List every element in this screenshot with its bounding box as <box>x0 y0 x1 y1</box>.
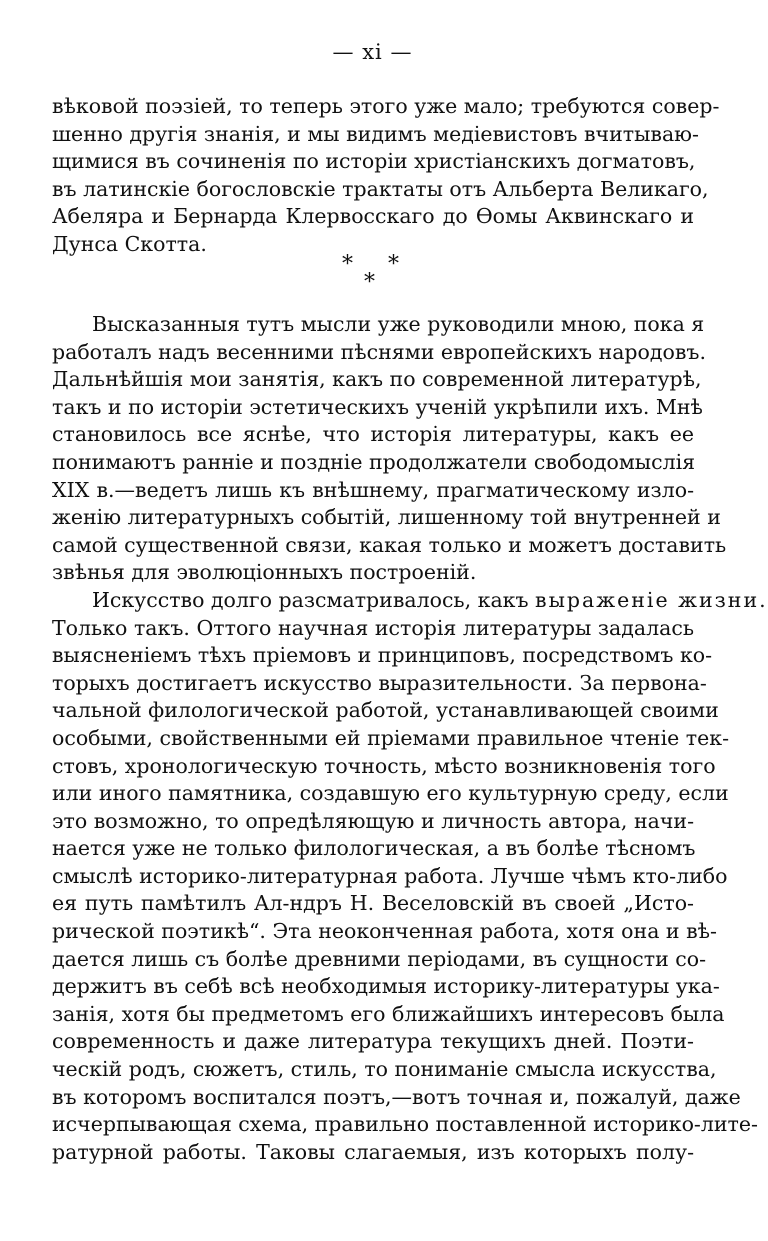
text-run: Искусство долго разсматривалось, какъ <box>92 587 536 612</box>
text-line: Только такъ. Оттого научная исторія литературы задалась <box>52 615 694 640</box>
paragraph-first-line <box>52 587 768 615</box>
text-line: понимаютъ ранніе и поздніе продолжатели свободомыслія <box>52 449 696 474</box>
page-number-header: — xi — <box>332 40 413 64</box>
text-line: шенно другія знанія, и мы видимъ медіевистовъ вчитываю- <box>52 121 699 146</box>
section-divider-asterism <box>0 252 745 295</box>
text-line: ческій родъ, сюжетъ, стиль, то пониманіе смысла искусства, <box>52 1057 717 1082</box>
text-line: нается уже не только филологическая, а въ болѣе тѣсномъ <box>52 836 696 861</box>
text-line: или иного памятника, создавшую его культурную среду, если <box>52 781 729 806</box>
text-line: исчерпывающая схема, правильно поставленной историко-лите- <box>52 1112 758 1137</box>
text-line: выясненіемъ тѣхъ пріемовъ и принциповъ, посредствомъ ко- <box>52 643 713 668</box>
text-line: ратурной работы. Таковы слагаемыя, изъ которыхъ полу- <box>52 1139 694 1164</box>
text-line: вѣковой поэзіей, то теперь этого уже мало; требуются совер- <box>52 94 720 118</box>
text-line: чальной филологической работой, устанавливающей своими <box>52 698 719 723</box>
text-line: смыслѣ историко-литературная работа. Лучше чѣмъ кто-либо <box>52 863 728 888</box>
asterisk-icon: * <box>342 252 353 277</box>
text-line: работалъ надъ весенними пѣснями европейскихъ народовъ. <box>52 339 706 364</box>
text-line: Дальнѣйшія мои занятія, какъ по современной литературѣ, <box>52 367 702 392</box>
text-line: Дунса Скотта. <box>52 231 207 256</box>
paragraph-first-line: Высказанныя тутъ мысли уже руководили мною, пока я <box>92 312 705 336</box>
emphasized-phrase: выраженіе жизни. <box>535 587 768 612</box>
text-line: стовъ, хронологическую точность, мѣсто возникновенія того <box>52 753 716 778</box>
text-line: Абеляра и Бернарда Клервосскаго до Ѳомы Аквинскаго и <box>52 204 694 229</box>
text-line: такъ и по исторіи эстетическихъ ученій укрѣпили ихъ. Мнѣ <box>52 394 703 419</box>
text-line: самой существенной связи, какая только и можетъ доставить <box>52 532 727 557</box>
text-line: звѣнья для эволюціонныхъ построеній. <box>52 560 477 585</box>
text-line: дается лишь съ болѣе древними періодами, въ сущности со- <box>52 946 707 971</box>
text-line: современность и даже литература текущихъ дней. Поэти- <box>52 1029 694 1054</box>
text-line: въ которомъ воспитался поэтъ,—вотъ точная и, пожалуй, даже <box>52 1084 741 1109</box>
text-line: въ латинскіе богословскіе трактаты отъ Альберта Великаго, <box>52 176 709 201</box>
text-line: это возможно, то опредѣляющую и личность автора, начи- <box>52 808 694 833</box>
text-line: щимися въ сочиненія по исторіи христіанскихъ догматовъ, <box>52 149 696 174</box>
paragraph-continuation <box>52 93 720 259</box>
asterisk-icon: * <box>388 252 399 277</box>
main-text <box>52 311 768 1166</box>
text-line: XIX в.—ведетъ лишь къ внѣшнему, прагматическому изло- <box>52 477 694 502</box>
text-line: держитъ въ себѣ всѣ необходимыя историку-литературы ука- <box>52 974 720 999</box>
text-line: становилось все яснѣе, что исторія литературы, какъ ее <box>52 422 694 447</box>
text-line: рической поэтикѣ“. Эта неоконченная работа, хотя она и вѣ- <box>52 919 717 944</box>
text-line: торыхъ достигаетъ искусство выразительности. За первона- <box>52 670 707 695</box>
text-line: особыми, свойственными ей пріемами правильное чтеніе тек- <box>52 725 729 750</box>
asterisk-icon: * <box>364 270 375 295</box>
text-line: ея путь памѣтилъ Ал-ндръ Н. Веселовскій въ своей „Исто- <box>52 891 694 916</box>
text-line: занія, хотя бы предметомъ его ближайшихъ интересовъ была <box>52 1001 725 1026</box>
text-line: женію литературныхъ событій, лишенному той внутренней и <box>52 505 721 530</box>
